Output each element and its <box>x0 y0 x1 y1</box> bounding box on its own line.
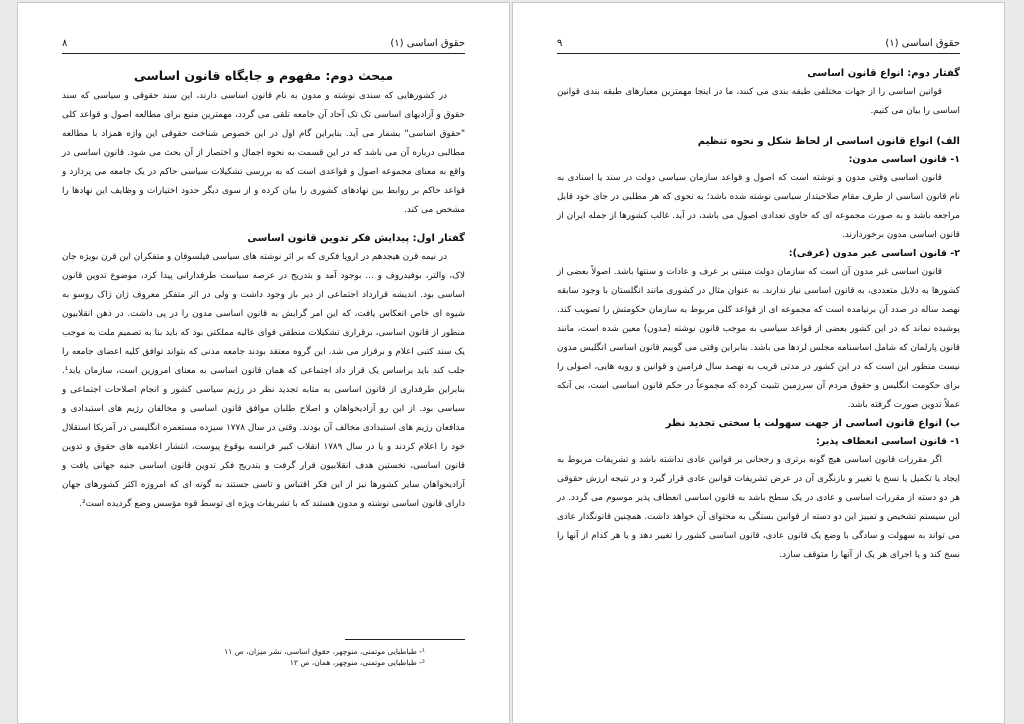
a2-text: قانون اساسی غیر مدون آن است که سازمان دولت مبتنی بر عرف و عادات و سنتها باشد. اصولاً بعضی از کشورها به دلایل متعددی، به قانون اساسی نیاز ندارند. به عنوان مثال در کشوری مانند انگلستان با وجود سابقه نهصد ساله در صدد آن برنیامده است که مجموعه ای از قواعد کلی مربوط به سازمان حکومتش را تصویب کند. پوشیده نماند که در این کشور بعضی از قواعد سیاسی به موجب قانون نوشته (مدون) معین شده است، مانند قانون پارلمان که شامل اساسنامه مجلس لردها می باشد. بنابراین وقتی می گوییم قانون اساسی انگلیس مدون نیست منظور این است که در این کشور در مدتی قریب به نهصد سال فرامین و قوانین و رویه هایی، اصولی را برای حکومت انگلیس و حقوق مردم آن سرزمین تثبیت کرده که مجموعاً در حکم قانون اساسی است، بی آنکه عملاً تدوین صورت گرفته باشد. <box>557 267 960 410</box>
header-title: حقوق اساسی (۱) <box>390 38 465 49</box>
section-title: مبحث دوم: مفهوم و جایگاه قانون اساسی <box>133 68 394 83</box>
header-title: حقوق اساسی (۱) <box>885 38 960 49</box>
page-header <box>62 37 465 54</box>
page-number: ۸ <box>62 38 68 49</box>
document-page-left <box>17 2 510 724</box>
page-number: ۹ <box>557 38 563 49</box>
part-a-title: الف) انواع قانون اساسی از لحاظ شکل و نحوه تنظیم <box>697 136 960 147</box>
footnotes <box>62 639 465 668</box>
intro-paragraph: در کشورهایی که سندی نوشته و مدون به نام قانون اساسی دارند، این سند حقوقی و سیاسی که سند حقوق و آزادیهای اساسی تک تک آحاد آن جامعه تلقی می گردد، مهمترین منبع برای مطالعه اصول و قواعد کلی "حقوق اساسی" بشمار می آید. بنابراین گام اول در این خصوص شناخت حقوقی این واژه همزاد با مطالعه مطالبی درباره آن می باشد که در این قسمت به نحوه اجمال و اختصار از آن بحث می شود. قانون اساسی در واقع به معنای مجموعه اصول و قواعدی است که به بررسی تشکیلات سیاسی حاکم در یک جامعه می پردازد و قواعد حاکم بر روابط بین نهادهای کشوری را بیان کرده و از سوی دیگر حدود اختیارات و وظایف این نهادها را مشخص می کند. <box>62 91 465 215</box>
a2-title: ۲- قانون اساسی غیر مدون (عرفی): <box>788 248 960 259</box>
part-b-title: ب) انواع قانون اساسی از جهت سهولت یا سختی تجدید نظر <box>665 418 960 429</box>
b1-title: ۱- قانون اساسی انعطاف پذیر: <box>816 436 960 447</box>
page-header <box>557 37 960 54</box>
history-paragraph: در نیمه قرن هیجدهم در اروپا فکری که بر اثر نوشته های سیاسی فیلسوفان و متفکران این قرن بویژه جان لاک، والتر، بوفیدروف و ... بوجود آمد و بتدریج در عرصه سیاست طرفدارانی پیدا کرد، موضوع تدوین قانون اساسی بود. اندیشه قرارداد اجتماعی از دیر باز وجود داشت و ولی در اثر متفکر معروف ژان ژاک روسو به شیوه ای خاص انعکاس یافت، که این امر گرایش به قانون اساسی مدون را در پی داشت. در ذهن انقلابیون منظور از قانون اساسی، برقراری تشکیلات منطقی قوای عالیه مملکتی بود که باید بنا به تصمیم ملت به موجب یک سند کتبی اعلام و برقرار می شد. این گروه معتقد بودند جامعه مدنی که بتواند توافق کلیه اعضای جامعه را جلب کند باید براساس یک قرار داد اجتماعی که همان قانون اساسی به معنای امروزین است، سازمان یابد¹. بنابراین طرفداری از قانون اساسی به متابه تجدید نظر در رژیم سیاسی کشور و انجام اصلاحات اجتماعی و سیاسی بود. از این رو آزادیخواهان و اصلاح طلبان موافق قانون اساسی و مخالفان رژیم های استبدادی و مدافعان رژیم های استبدادی مخالف آن بودند. وقتی در سال ۱۷۷۸ سیزده مستعمره انگلیسی در آمریکا استقلال خود را اعلام کردند و یا در سال ۱۷۸۹ انقلاب کبیر فرانسه بوقوع پیوست، انتشار اعلامیه های حقوق و تدوین قانون اساسی، نخستین هدف انقلابیون قرار گرفت و بتدریج فکر تدوین قانون اساسی جنبه جهانی یافت و آزادیخواهان سایر کشورها نیز از این فکر اقتباس و تاسی جستند به گونه ای که امروزه اکثر کشورهای جهان دارای قانون اساسی نوشته و مدون هستند که با تشریفات ویژه ای توسط قوه مؤسس وضع گردیده است². <box>62 252 465 509</box>
document-page-right <box>512 2 1005 724</box>
page-body <box>557 65 960 565</box>
b1-text: اگر مقررات قانون اساسی هیچ گونه برتری و رجحانی بر قوانین عادی نداشته باشد و تشریفات مربوط به ایجاد یا تکمیل یا نسخ یا تغییر و بازنگری آن در عرض تشریفات قوانین عادی قرار گیرد و در نتیجه ارزش حقوقی هر دو دسته از مقررات اساسی و عادی در یک سطح باشد به قانون اساسی انعطاف پذیر موسوم می گردد. در این سیستم تشخیص و تمییز این دو دسته از قوانین بستگی به محتوای آن خواهد داشت. همچنین قانونگذار عادی می تواند به سهولت و سادگی با وضع یک قانون عادی، قانون اساسی کشور را تغییر دهد و یا هر کدام از آنها را نسخ کند و یا اجرای هر یک از آنها را متوقف سازد. <box>557 455 960 560</box>
footnote-1: ¹- طباطبایی موتمنی، منوچهر، حقوق اساسی، نشر میزان، ص ۱۱ <box>224 647 425 656</box>
a1-title: ۱- قانون اساسی مدون: <box>848 154 960 165</box>
a1-text: قانون اساسی وقتی مدون و نوشته است که اصول و قواعد سازمان سیاسی دولت در سند یا اسنادی به نام قانون اساسی از طرف مقام صلاحیتدار سیاسی نوشته شده باشد؛ به نحوی که هر مطلبی در جای خود قابل مراجعه باشد و به صورت مجموعه ای که حاوی تعدادی اصول می باشد، در آید. غالب کشورها از جمله ایران از قانون اساسی مدون برخوردارند. <box>557 173 960 240</box>
section-title: گفتار دوم: انواع قانون اساسی <box>807 68 960 79</box>
footnote-rule <box>345 639 465 640</box>
page-body <box>62 65 465 514</box>
intro-paragraph: قوانین اساسی را از جهات مختلفی طبقه بندی می کنند، ما در اینجا مهمترین معیارهای طبقه بندی قوانین اساسی را بیان می کنیم. <box>557 87 960 116</box>
footnote-2: ²- طباطبایی موتمنی، منوچهر، همان، ص ۱۲ <box>289 658 425 667</box>
subsection-title: گفتار اول: پیدایش فکر تدوین قانون اساسی <box>247 233 465 244</box>
